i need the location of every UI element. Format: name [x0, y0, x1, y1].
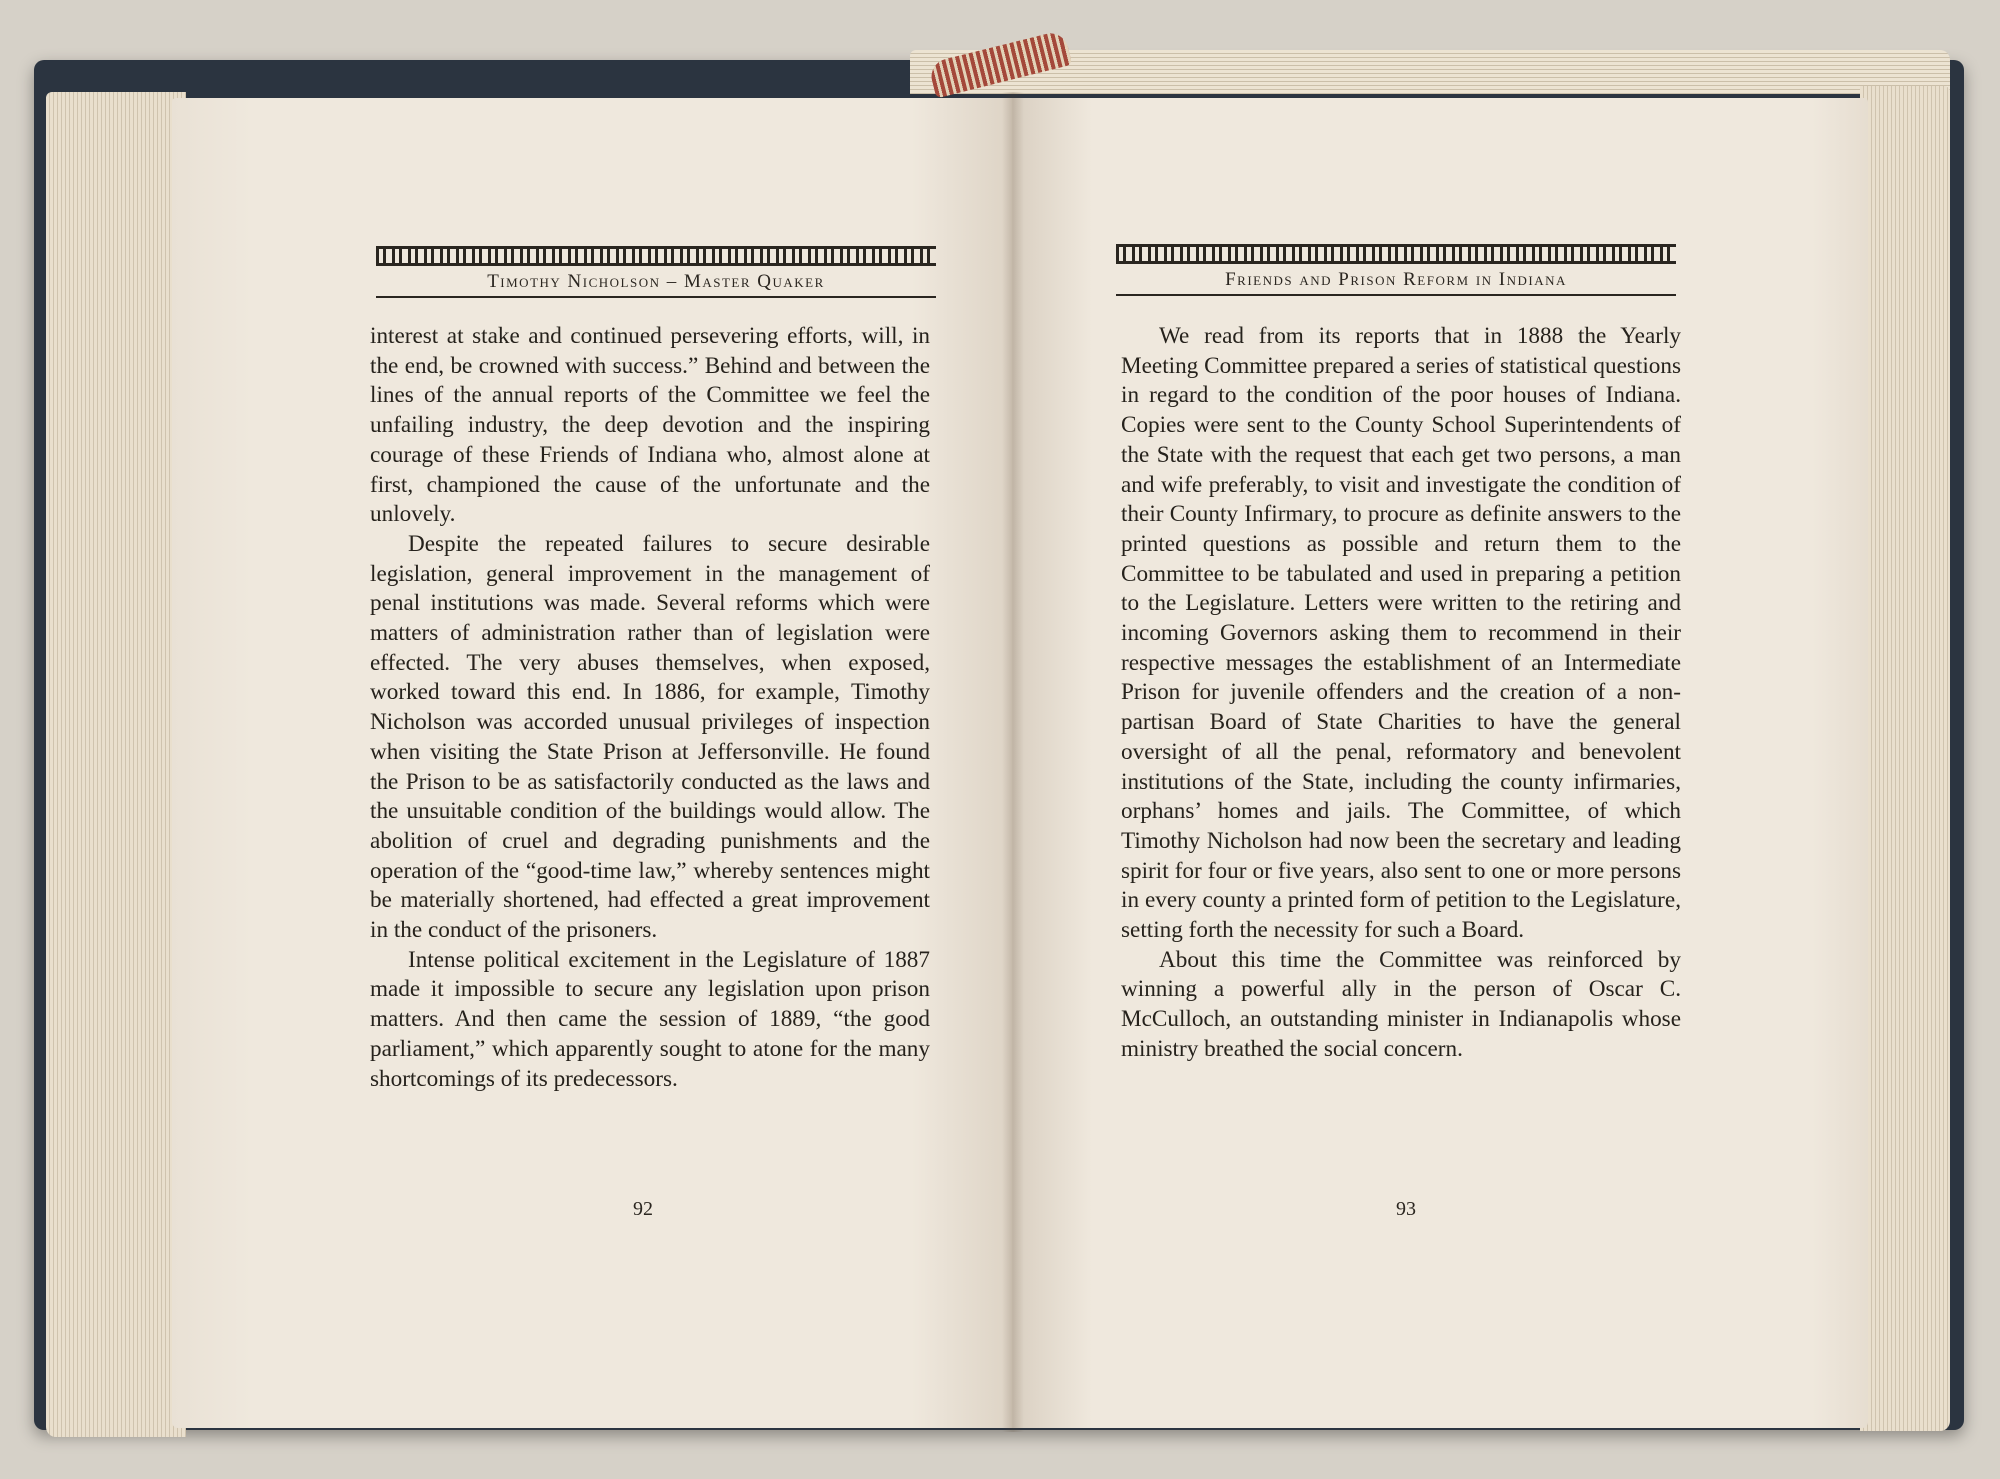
paragraph: About this time the Committee was reinforced by winning a powerful ally in the person of Oscar C. McCulloch, an outstanding minister in Indianapolis whose ministry breathed the social concern.	[1121, 946, 1681, 1062]
page-edges-right	[1860, 86, 1950, 1431]
page-edges-left	[46, 92, 186, 1437]
paragraph: Despite the repeated failures to secure desirable legislation, general improvement in the management of penal institutions was made. Several reforms which were matters of administration rather than of legislation were effected. The very abuses themselves, when exposed, worked toward this end. In 1886, for example, Timothy Nicholson was accorded unusual privileges of inspection when visiting the State Prison at Jeffersonville. He found the Prison to be as satisfactorily conducted as the laws and the unsuitable condition of the buildings would allow. The abolition of cruel and degrading punishments and the operation of the “good-time law,” whereby sentences might be materially shortened, had effected a great improvement in the conduct of the prisoners.	[370, 530, 930, 944]
paragraph: interest at stake and continued persevering efforts, will, in the end, be crowned with success.” Behind and between the lines of the annual reports of the Committee we feel the unfailing industry, the deep devotion and the inspiring courage of these Friends of Indiana who, almost alone at first, championed the cause of the unfortunate and the unlovely.	[370, 323, 930, 528]
right-page-number: 93	[1396, 1198, 1416, 1220]
ornament-border	[1116, 244, 1676, 264]
ornament-border	[376, 246, 936, 266]
book-gutter	[1002, 92, 1024, 1432]
left-running-head	[376, 246, 936, 300]
left-page-text	[370, 322, 930, 1094]
right-running-head-title: Friends and Prison Reform in Indiana	[1116, 264, 1676, 296]
paragraph: We read from its reports that in 1888 the Yearly Meeting Committee prepared a series of statistical questions in regard to the condition of the poor houses of Indiana. Copies were sent to the County School Superintendents of the State with the request that each get two persons, a man and wife preferably, to visit and investigate the condition of their County Infirmary, to procure as definite answers to the printed questions as possible and return them to the Committee to be tabulated and used in preparing a petition to the Legislature. Letters were written to the retiring and incoming Governors asking them to recommend in their respective messages the establishment of an Intermediate Prison for juvenile offenders and the creation of a non-partisan Board of State Charities to have the general oversight of all the penal, reformatory and benevolent institutions of the State, including the county infirmaries, orphans’ homes and jails. The Committee, of which Timothy Nicholson had now been the secretary and leading spirit for four or five years, also sent to one or more persons in every county a printed form of petition to the Legislature, setting forth the necessity for such a Board.	[1121, 323, 1681, 944]
paragraph: Intense political excitement in the Legislature of 1887 made it impossible to secure any legislation upon prison matters. And then came the session of 1889, “the good parliament,” which apparently sought to atone for the many shortcomings of its predecessors.	[370, 946, 930, 1092]
right-running-head	[1116, 244, 1676, 298]
right-page-text	[1121, 322, 1681, 1065]
left-page-number: 92	[633, 1198, 653, 1220]
left-running-head-title: Timothy Nicholson – Master Quaker	[376, 266, 936, 298]
